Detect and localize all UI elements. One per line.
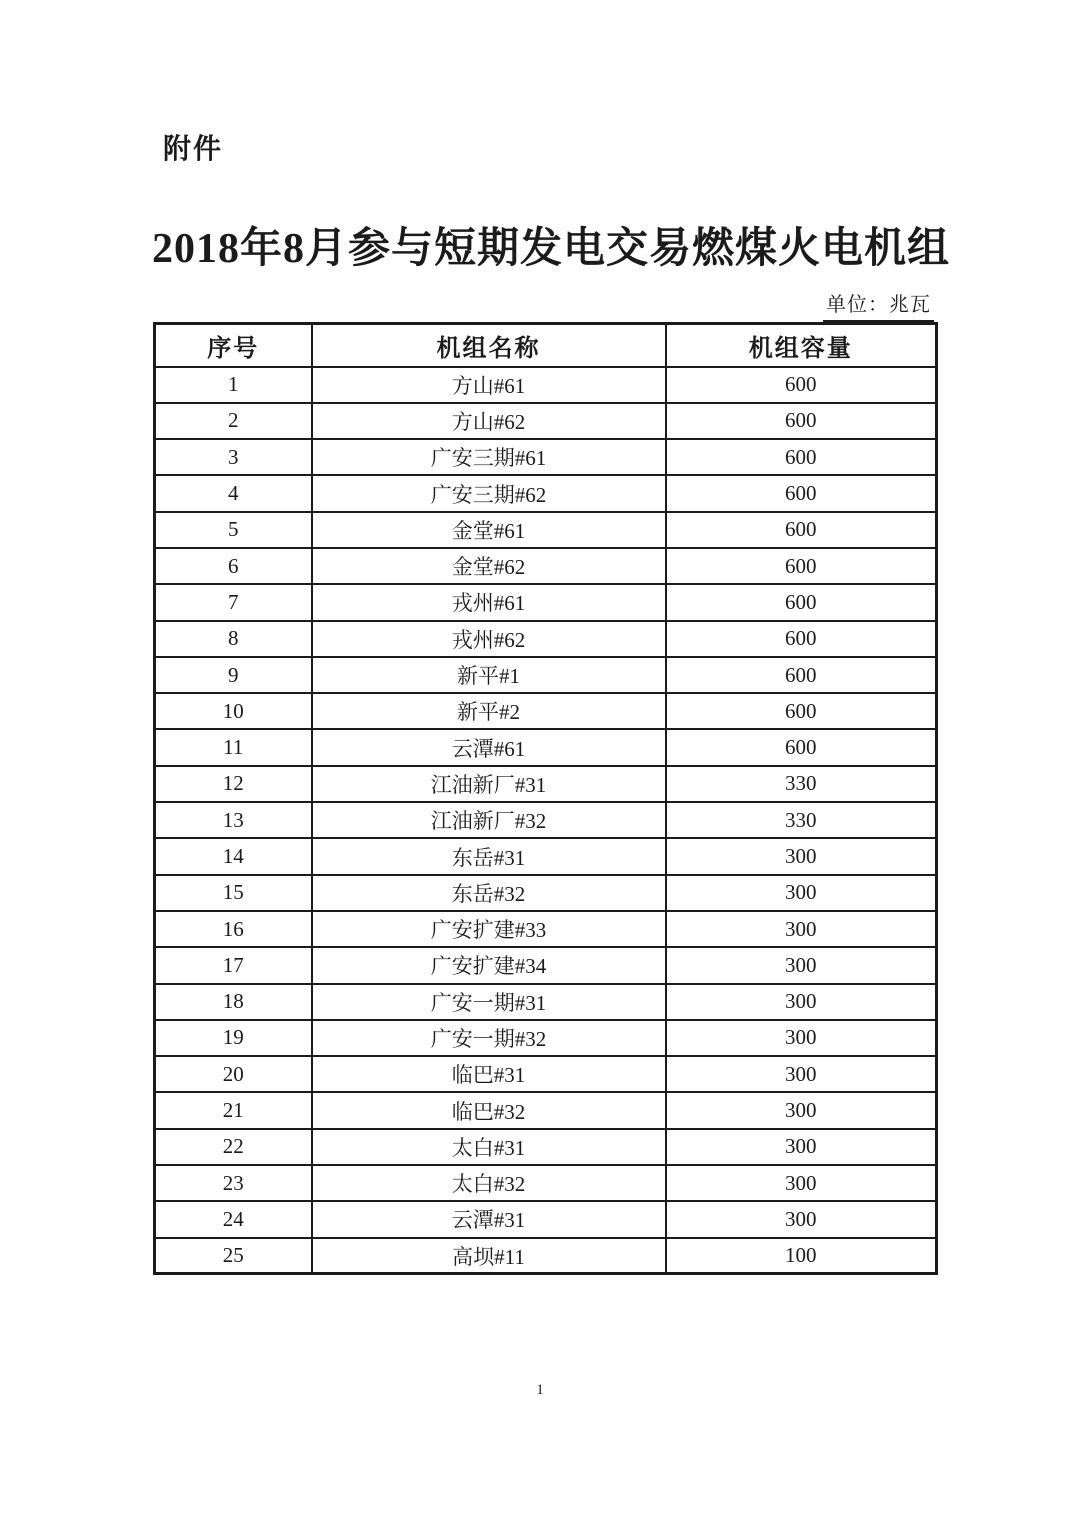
page-title: 2018年8月参与短期发电交易燃煤火电机组 [152,226,951,272]
table-row [155,729,937,765]
unit-name-cell: 方山#61 [312,367,666,403]
unit-name-cell: 太白#32 [312,1165,666,1201]
unit-capacity-cell: 330 [666,802,937,838]
unit-name-cell: 云潭#31 [312,1201,666,1237]
unit-capacity-cell: 330 [666,766,937,802]
unit-capacity-cell: 600 [666,584,937,620]
row-index-cell: 25 [155,1238,312,1274]
row-index-cell: 18 [155,984,312,1020]
row-index-cell: 22 [155,1129,312,1165]
column-header-index: 序号 [155,324,312,367]
table-row [155,403,937,439]
table-row [155,548,937,584]
unit-capacity-cell: 300 [666,875,937,911]
unit-name-cell: 东岳#32 [312,875,666,911]
unit-capacity-cell: 600 [666,693,937,729]
column-header-unit-name: 机组名称 [312,324,666,367]
row-index-cell: 7 [155,584,312,620]
attachment-label: 附件 [163,133,224,164]
table-row [155,766,937,802]
unit-name-cell: 广安三期#61 [312,439,666,475]
unit-name-cell: 江油新厂#31 [312,766,666,802]
row-index-cell: 16 [155,911,312,947]
unit-capacity-cell: 300 [666,1020,937,1056]
unit-name-cell: 高坝#11 [312,1238,666,1274]
row-index-cell: 6 [155,548,312,584]
table-row [155,802,937,838]
unit-name-cell: 广安扩建#33 [312,911,666,947]
unit-name-cell: 临巴#31 [312,1056,666,1092]
table-body [155,367,937,1274]
table-row [155,1092,937,1128]
row-index-cell: 2 [155,403,312,439]
table-header [155,324,937,367]
table-row [155,1020,937,1056]
table-row [155,657,937,693]
unit-name-cell: 广安三期#62 [312,475,666,511]
row-index-cell: 9 [155,657,312,693]
unit-name-cell: 新平#1 [312,657,666,693]
row-index-cell: 8 [155,621,312,657]
unit-note: 单位：兆瓦 [823,288,934,322]
unit-capacity-cell: 600 [666,403,937,439]
table-header-row [155,324,937,367]
row-index-cell: 12 [155,766,312,802]
unit-capacity-cell: 300 [666,838,937,874]
unit-name-cell: 江油新厂#32 [312,802,666,838]
table-row [155,947,937,983]
row-index-cell: 15 [155,875,312,911]
unit-name-cell: 云潭#61 [312,729,666,765]
unit-capacity-cell: 300 [666,911,937,947]
unit-name-cell: 广安扩建#34 [312,947,666,983]
unit-capacity-cell: 600 [666,439,937,475]
unit-capacity-cell: 100 [666,1238,937,1274]
unit-name-cell: 太白#31 [312,1129,666,1165]
row-index-cell: 20 [155,1056,312,1092]
table-row [155,1201,937,1237]
unit-capacity-cell: 300 [666,1056,937,1092]
unit-name-cell: 戎州#61 [312,584,666,620]
unit-capacity-cell: 300 [666,1129,937,1165]
table-row [155,875,937,911]
row-index-cell: 11 [155,729,312,765]
unit-name-cell: 广安一期#31 [312,984,666,1020]
row-index-cell: 13 [155,802,312,838]
row-index-cell: 1 [155,367,312,403]
table-row [155,911,937,947]
row-index-cell: 10 [155,693,312,729]
table-row [155,1056,937,1092]
table-row [155,1129,937,1165]
table-row [155,584,937,620]
table-row [155,621,937,657]
unit-capacity-cell: 300 [666,947,937,983]
table-row [155,693,937,729]
unit-name-cell: 方山#62 [312,403,666,439]
unit-capacity-cell: 600 [666,657,937,693]
row-index-cell: 14 [155,838,312,874]
unit-capacity-cell: 300 [666,1201,937,1237]
unit-name-cell: 广安一期#32 [312,1020,666,1056]
table-row [155,1238,937,1274]
row-index-cell: 4 [155,475,312,511]
unit-name-cell: 金堂#61 [312,512,666,548]
row-index-cell: 3 [155,439,312,475]
table-row [155,439,937,475]
unit-capacity-cell: 300 [666,1092,937,1128]
row-index-cell: 23 [155,1165,312,1201]
table-row [155,512,937,548]
table-row [155,367,937,403]
unit-capacity-cell: 600 [666,367,937,403]
column-header-unit-capacity: 机组容量 [666,324,937,367]
unit-capacity-cell: 600 [666,729,937,765]
unit-capacity-cell: 600 [666,512,937,548]
row-index-cell: 19 [155,1020,312,1056]
table-row [155,1165,937,1201]
units-table [153,322,938,1275]
unit-capacity-cell: 600 [666,621,937,657]
row-index-cell: 17 [155,947,312,983]
row-index-cell: 21 [155,1092,312,1128]
page-number: 1 [536,1382,544,1398]
table-row [155,838,937,874]
unit-name-cell: 临巴#32 [312,1092,666,1128]
unit-capacity-cell: 300 [666,1165,937,1201]
unit-capacity-cell: 600 [666,548,937,584]
row-index-cell: 24 [155,1201,312,1237]
unit-name-cell: 金堂#62 [312,548,666,584]
unit-capacity-cell: 300 [666,984,937,1020]
row-index-cell: 5 [155,512,312,548]
unit-name-cell: 戎州#62 [312,621,666,657]
unit-name-cell: 新平#2 [312,693,666,729]
table-row [155,475,937,511]
table-row [155,984,937,1020]
unit-capacity-cell: 600 [666,475,937,511]
unit-name-cell: 东岳#31 [312,838,666,874]
